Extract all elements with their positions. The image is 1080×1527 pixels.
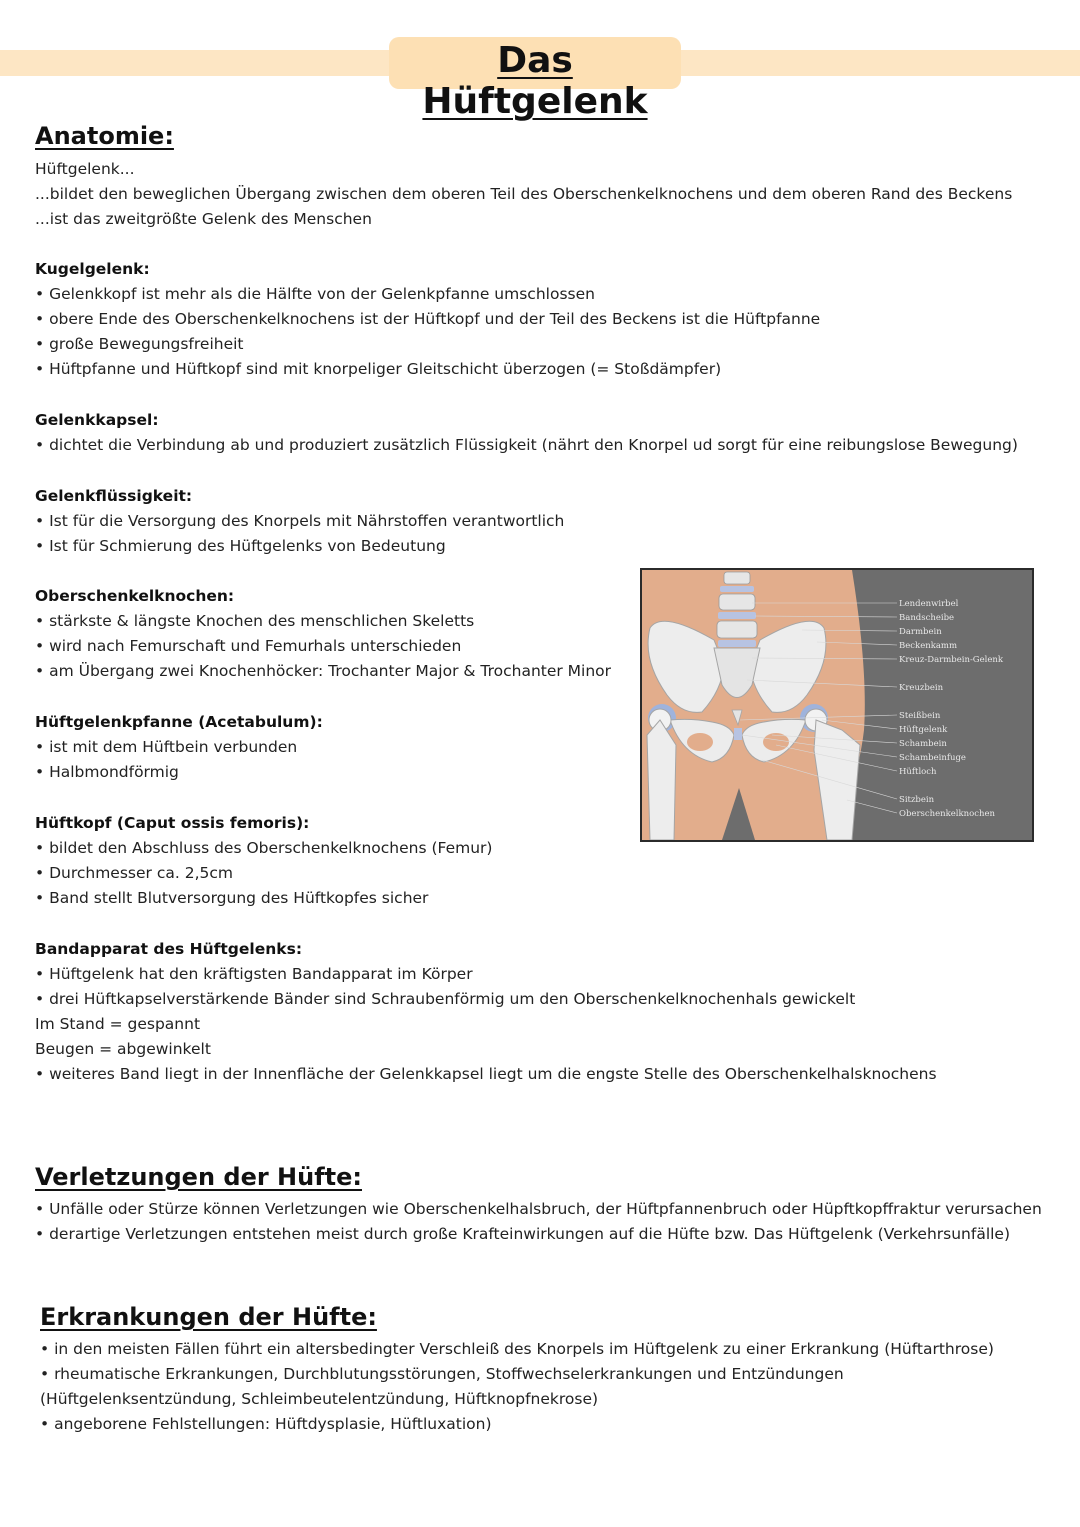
list-item: • am Übergang zwei Knochenhöcker: Trochanter Major & Trochanter Minor: [35, 662, 612, 680]
heading-gelenkkapsel: Gelenkkapsel:: [35, 411, 159, 429]
list-item: • derartige Verletzungen entstehen meist durch große Krafteinwirkungen auf die Hüfte bzw. Das Hüftgelenk (Verkehrsunfälle): [35, 1225, 1011, 1243]
heading-bandapparat: Bandapparat des Hüftgelenks:: [35, 940, 303, 958]
list-item: • Hüftpfanne und Hüftkopf sind mit knorpeliger Gleitschicht überzogen (= Stoßdämpfer): [35, 360, 722, 378]
list-item: • in den meisten Fällen führt ein altersbedingter Verschleiß des Knorpels im Hüftgelenk zu einer Erkrankung (Hüftarthrose): [40, 1340, 994, 1358]
intro-line: ...ist das zweitgrößte Gelenk des Menschen: [35, 210, 372, 228]
list-item: • Gelenkkopf ist mehr als die Hälfte von der Gelenkpfanne umschlossen: [35, 285, 595, 303]
list-item: • Band stellt Blutversorgung des Hüftkopfes sicher: [35, 889, 429, 907]
diagram-label: Kreuzbein: [899, 683, 944, 693]
hip-anatomy-diagram: [640, 568, 1034, 842]
heading-hueftgelenkpfanne: Hüftgelenkpfanne (Acetabulum):: [35, 713, 323, 731]
list-item: • angeborene Fehlstellungen: Hüftdysplasie, Hüftluxation): [40, 1415, 492, 1433]
diagram-label: Schambein: [899, 739, 947, 749]
diagram-label: Sitzbein: [899, 795, 935, 805]
heading-anatomie: Anatomie:: [35, 122, 174, 150]
heading-hueftkopf: Hüftkopf (Caput ossis femoris):: [35, 814, 310, 832]
list-item: • dichtet die Verbindung ab und produziert zusätzlich Flüssigkeit (nährt den Knorpel ud sorgt für eine reibungslose Bewegung): [35, 436, 1018, 454]
list-item: • drei Hüftkapselverstärkende Bänder sind Schraubenförmig um den Oberschenkelknochenhals gewickelt: [35, 990, 856, 1008]
list-item: • Ist für Schmierung des Hüftgelenks von Bedeutung: [35, 537, 446, 555]
list-item: • bildet den Abschluss des Oberschenkelknochens (Femur): [35, 839, 493, 857]
heading-verletzungen: Verletzungen der Hüfte:: [35, 1163, 362, 1191]
list-item: • Halbmondförmig: [35, 763, 179, 781]
list-item: • Unfälle oder Stürze können Verletzungen wie Oberschenkelhalsbruch, der Hüftpfannenbruch oder Hüpftkopffraktur verursachen: [35, 1200, 1042, 1218]
diagram-label: Bandscheibe: [899, 613, 955, 623]
diagram-label: Beckenkamm: [899, 641, 958, 651]
list-item: • ist mit dem Hüftbein verbunden: [35, 738, 298, 756]
intro-line: Hüftgelenk...: [35, 160, 135, 178]
list-item: • rheumatische Erkrankungen, Durchblutungsstörungen, Stoffwechselerkrankungen und Entzündungen (Hüftgelenksentzündung, Schleimbeutelentzündung, Hüftknopfnekrose): [40, 1365, 844, 1408]
list-item: • Durchmesser ca. 2,5cm: [35, 864, 233, 882]
diagram-label: Schambeinfuge: [899, 753, 966, 763]
diagram-label: Kreuz-Darmbein-Gelenk: [899, 655, 1004, 665]
diagram-label: Oberschenkelknochen: [899, 809, 995, 819]
list-item: • stärkste & längste Knochen des menschlichen Skeletts: [35, 612, 475, 630]
list-item: • obere Ende des Oberschenkelknochens ist der Hüftkopf und der Teil des Beckens ist die Hüftpfanne: [35, 310, 821, 328]
heading-oberschenkelknochen: Oberschenkelknochen:: [35, 587, 235, 605]
list-item: • große Bewegungsfreiheit: [35, 335, 244, 353]
heading-kugelgelenk: Kugelgelenk:: [35, 260, 150, 278]
list-item: • weiteres Band liegt in der Innenfläche der Gelenkkapsel liegt um die engste Stelle des Oberschenkelhalsknochens: [35, 1065, 937, 1083]
heading-erkrankungen: Erkrankungen der Hüfte:: [40, 1303, 377, 1331]
list-item: • Ist für die Versorgung des Knorpels mit Nährstoffen verantwortlich: [35, 512, 565, 530]
title-box: [389, 37, 681, 122]
list-item: • Hüftgelenk hat den kräftigsten Bandapparat im Körper: [35, 965, 473, 983]
diagram-label: Lendenwirbel: [899, 599, 959, 609]
intro-line: ...bildet den beweglichen Übergang zwischen dem oberen Teil des Oberschenkelknochens und dem oberen Rand des Beckens: [35, 185, 1013, 203]
diagram-label: Darmbein: [899, 627, 942, 637]
diagram-label: Hüftloch: [899, 767, 937, 777]
list-item: Im Stand = gespannt: [35, 1015, 201, 1033]
diagram-label: Steißbein: [899, 711, 941, 721]
list-item: • wird nach Femurschaft und Femurhals unterschieden: [35, 637, 462, 655]
hip-anatomy-illustration: [642, 570, 1032, 840]
heading-gelenkfluessigkeit: Gelenkflüssigkeit:: [35, 487, 193, 505]
page-title: Das Hüftgelenk: [422, 40, 648, 122]
list-item: Beugen = abgewinkelt: [35, 1040, 211, 1058]
diagram-label: Hüftgelenk: [899, 725, 948, 735]
